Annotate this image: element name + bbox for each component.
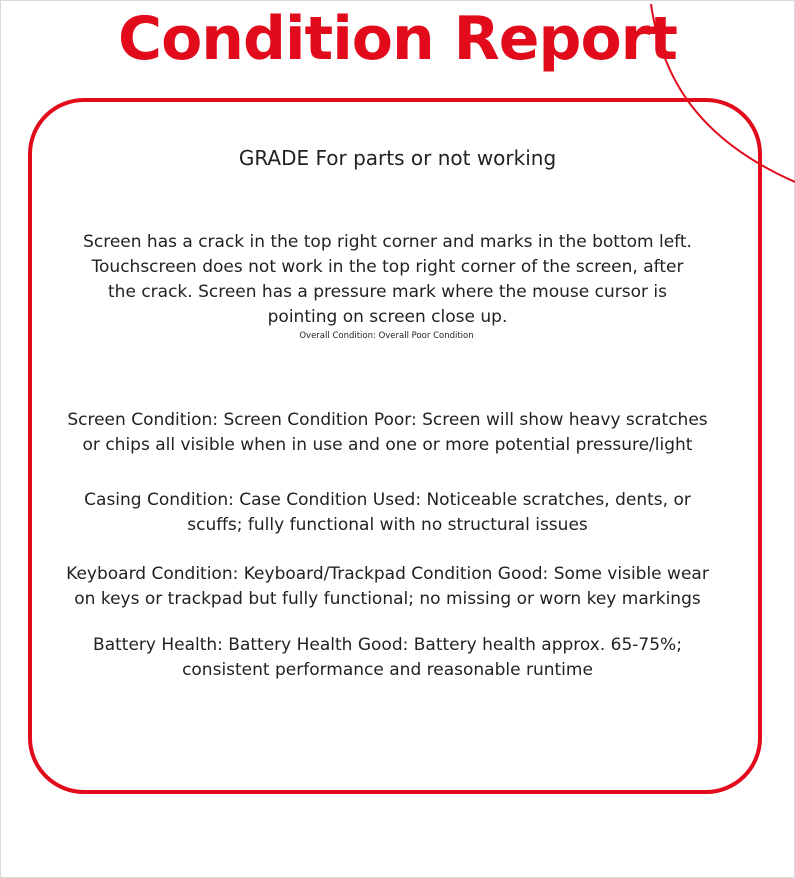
casing-condition: Casing Condition: Case Condition Used: Noticeable scratches, dents, or scuffs; fully functional with no structural issues bbox=[84, 490, 691, 535]
battery-health: Battery Health: Battery Health Good: Battery health approx. 65-75%; consistent performance and reasonable runtime bbox=[93, 635, 682, 680]
condition-notes: Screen has a crack in the top right corner and marks in the bottom left. Touchscreen does not work in the top right corner of the screen, after the crack. Screen has a pressure mark where the mouse cursor is pointing on screen close up. bbox=[83, 232, 692, 327]
overall-condition: Overall Condition: Overall Poor Condition bbox=[299, 331, 474, 341]
report-title: Condition Report bbox=[118, 4, 677, 74]
screen-condition: Screen Condition: Screen Condition Poor: Screen will show heavy scratches or chips all visible when in use and one or more potential pressure/light bbox=[67, 410, 708, 455]
keyboard-condition: Keyboard Condition: Keyboard/Trackpad Condition Good: Some visible wear on keys or trackpad but fully functional; no missing or worn key markings bbox=[66, 564, 709, 609]
grade-heading: GRADE For parts or not working bbox=[238, 146, 557, 170]
